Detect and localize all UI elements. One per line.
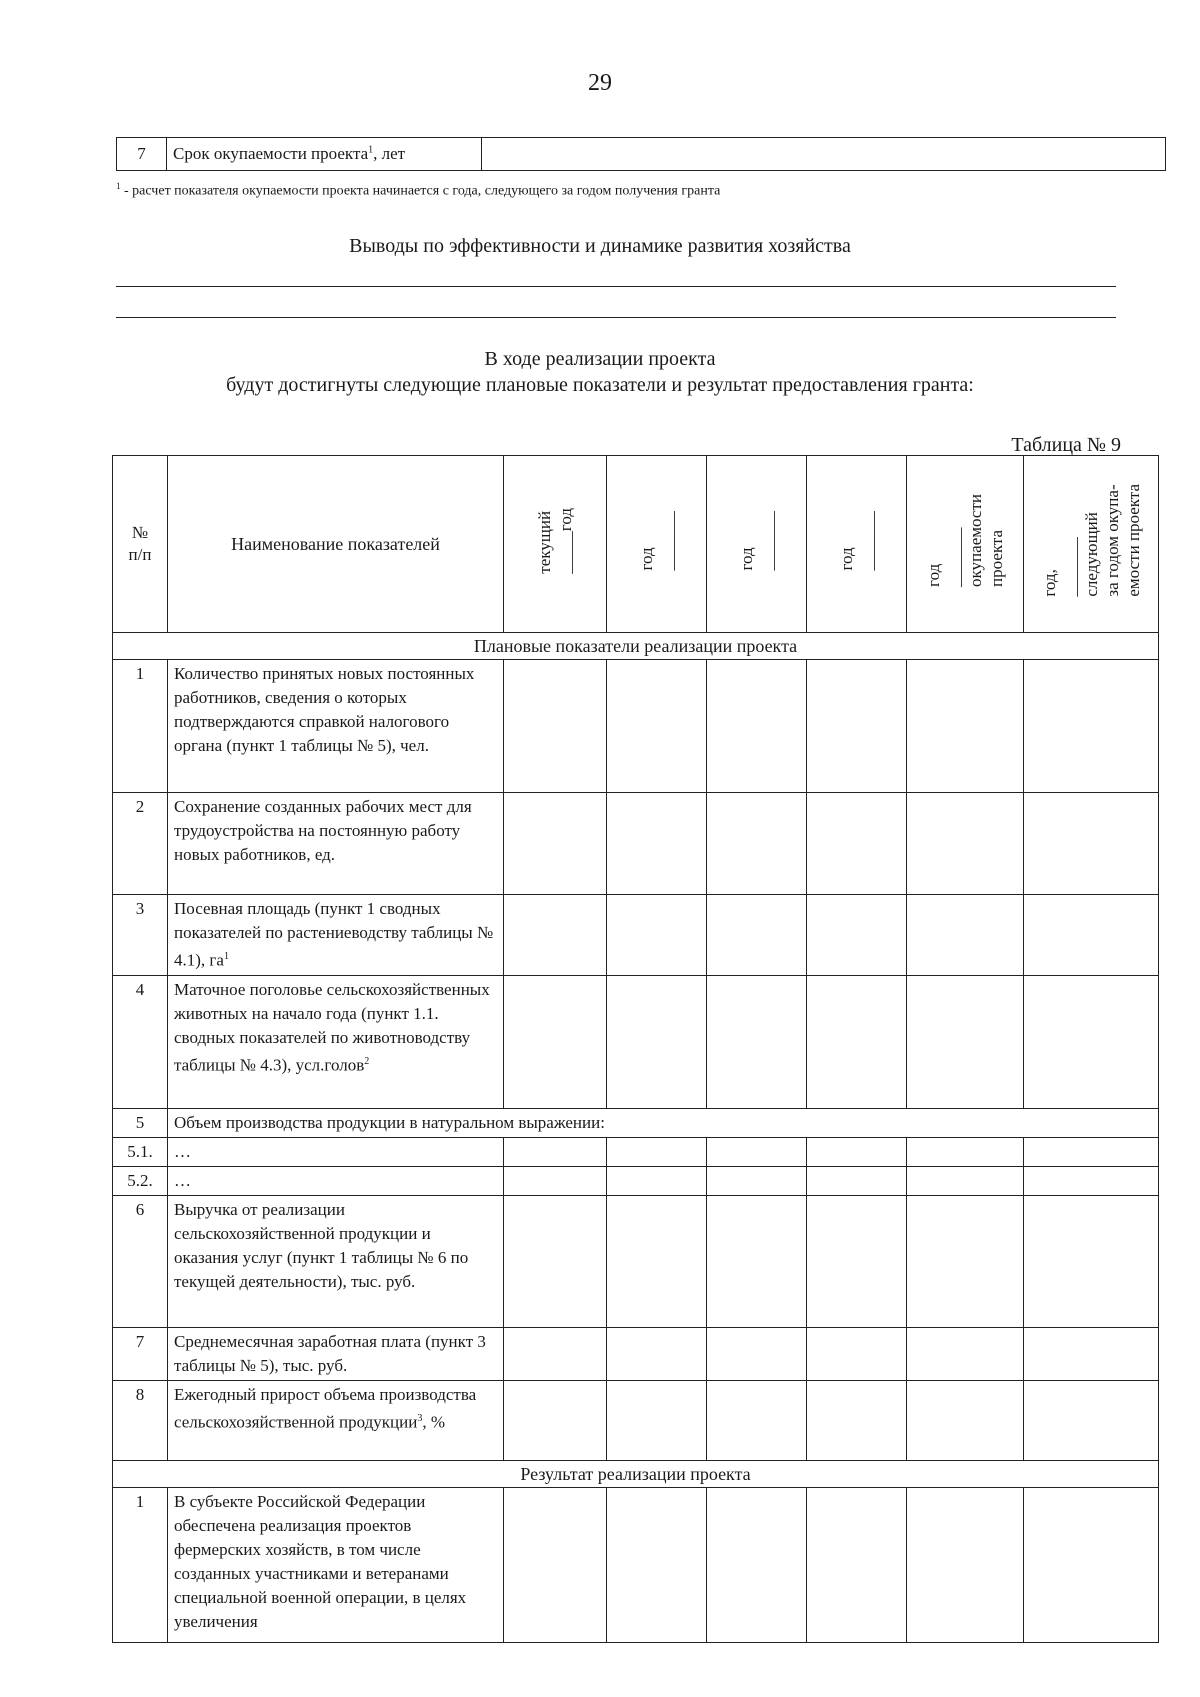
table-row [113,1327,1159,1380]
cell [807,1195,907,1327]
footnote [116,181,720,200]
table-row [113,1380,1159,1460]
payback-label-suffix: , лет [373,144,406,163]
row-name: Среднемесячная заработная плата (пункт 3 таблицы № 5), тыс. руб. [168,1327,504,1380]
cell [907,1166,1024,1195]
row-name: В субъекте Российской Федерации обеспечена реализация проектов фермерских хозяйств, в том числе созданных участниками и ветеранами специальной военной операции, в целях увеличения [168,1487,504,1642]
cell [907,1380,1024,1460]
cell [807,895,907,976]
section-header-result [113,1460,1159,1487]
cell [607,895,707,976]
table-header-row [113,456,1159,633]
cell [907,975,1024,1108]
section-title-planned: Плановые показатели реализации проекта [113,633,1159,660]
table-row-sub [113,1166,1159,1195]
table-label: Таблица № 9 [1011,434,1121,456]
table-row [113,793,1159,895]
cell [607,793,707,895]
cell [1024,975,1159,1108]
cell [807,660,907,793]
cell [807,1166,907,1195]
cell [807,1327,907,1380]
header-number: № п/п [113,456,168,633]
cell [707,793,807,895]
cell [907,793,1024,895]
blank-line [116,286,1116,287]
cell [504,1137,607,1166]
header-year-payback [907,456,1024,633]
payback-row-number: 7 [117,138,167,171]
header-year-payback-text: год _______ окупаемости проекта [924,494,1006,587]
cell [907,1327,1024,1380]
row-name-text: Маточное поголовье сельскохозяйственных животных на начало года (пункт 1.1. сводных показателей по животноводству таблицы № 4.3), усл.голов [174,979,490,1075]
payback-label-text: Срок окупаемости проекта [173,144,369,163]
row-name-text: Ежегодный прирост объема производства сельскохозяйственной продукции [174,1384,477,1432]
cell [504,793,607,895]
row-number: 5.1. [113,1137,168,1166]
cell [907,660,1024,793]
row-name: … [168,1137,504,1166]
blank-line [116,317,1116,318]
cell [504,660,607,793]
row-number: 7 [113,1327,168,1380]
table-row [113,895,1159,976]
row-number: 6 [113,1195,168,1327]
row-name-sup: 3 [417,1412,423,1424]
cell [607,1137,707,1166]
header-year-3 [707,456,807,633]
row-number: 8 [113,1380,168,1460]
row-name: Количество принятых новых постоянных работников, сведения о которых подтверждаются справкой налогового органа (пункт 1 таблицы № 5), чел. [168,660,504,793]
cell [1024,895,1159,976]
cell [504,1487,607,1642]
cell [707,1327,807,1380]
row-name-suffix: , % [422,1412,446,1432]
cell [907,1487,1024,1642]
header-year-4 [807,456,907,633]
table-row-sub [113,1137,1159,1166]
cell [1024,1380,1159,1460]
header-year-current [504,456,607,633]
payback-row [117,138,1166,171]
row-name: … [168,1166,504,1195]
row-name-text: Посевная площадь (пункт 1 сводных показателей по растениеводству таблицы № 4.1), га [174,899,494,970]
cell [707,975,807,1108]
payback-label-sup: 1 [368,144,374,156]
row-number: 5.2. [113,1166,168,1195]
cell [707,660,807,793]
header-year-3-text: год _______ [736,510,777,571]
cell [504,975,607,1108]
row-number: 5 [113,1108,168,1137]
cell [504,1380,607,1460]
table-row [113,1195,1159,1327]
indicators-table [112,455,1159,1643]
cell [607,1487,707,1642]
cell [807,1137,907,1166]
cell [907,895,1024,976]
cell [707,1195,807,1327]
row-number: 1 [113,660,168,793]
header-year-after-payback [1024,456,1159,633]
cell [907,1195,1024,1327]
header-year-after-payback-text: год, _______ следующий за годом окупа- емости проекта [1039,484,1143,597]
cell [607,1195,707,1327]
cell [504,895,607,976]
cell [607,1166,707,1195]
table-row [113,975,1159,1108]
cell [707,1166,807,1195]
header-year-2-text: год _______ [636,510,677,571]
section-title-result: Результат реализации проекта [113,1460,1159,1487]
row-name-wide: Объем производства продукции в натуральном выражении: [168,1108,1159,1137]
cell [607,975,707,1108]
row-name-sup: 2 [364,1055,370,1067]
cell [607,1327,707,1380]
section-header-planned [113,633,1159,660]
cell [504,1327,607,1380]
cell [1024,1195,1159,1327]
header-name: Наименование показателей [168,456,504,633]
row-name: Выручка от реализации сельскохозяйственной продукции и оказания услуг (пункт 1 таблицы № 6 по текущей деятельности), тыс. руб. [168,1195,504,1327]
cell [1024,1487,1159,1642]
header-year-2 [607,456,707,633]
intro-line-1: В ходе реализации проекта [484,348,716,370]
row-number: 4 [113,975,168,1108]
cell [607,660,707,793]
cell [707,1487,807,1642]
cell [807,1487,907,1642]
row-name [168,895,504,976]
row-name [168,975,504,1108]
cell [1024,1137,1159,1166]
cell [1024,1327,1159,1380]
table-row-result [113,1487,1159,1642]
footnote-mark: 1 [116,181,121,191]
row-number: 3 [113,895,168,976]
row-number: 2 [113,793,168,895]
page-number: 29 [588,70,612,96]
header-year-current-text: текущий _____год [535,507,575,574]
header-year-4-text: год _______ [836,510,877,571]
row-name: Сохранение созданных рабочих мест для трудоустройства на постоянную работу новых работников, ед. [168,793,504,895]
cell [607,1380,707,1460]
cell [807,1380,907,1460]
payback-row-label [167,138,482,171]
table-row [113,660,1159,793]
row-name [168,1380,504,1460]
footnote-text: - расчет показателя окупаемости проекта начинается с года, следующего за годом получения гранта [120,183,721,199]
table-row-output [113,1108,1159,1137]
row-number: 1 [113,1487,168,1642]
cell [807,793,907,895]
cell [707,1137,807,1166]
cell [504,1166,607,1195]
cell [1024,660,1159,793]
intro-line-2: будут достигнуты следующие плановые показатели и результат предоставления гранта: [226,374,974,396]
cell [807,975,907,1108]
cell [504,1195,607,1327]
cell [707,895,807,976]
payback-row-value [482,138,1166,171]
conclusions-title: Выводы по эффективности и динамике развития хозяйства [349,235,851,257]
cell [1024,793,1159,895]
row-name-sup: 1 [223,951,229,962]
cell [907,1137,1024,1166]
cell [1024,1166,1159,1195]
payback-row-table [116,137,1166,171]
cell [707,1380,807,1460]
